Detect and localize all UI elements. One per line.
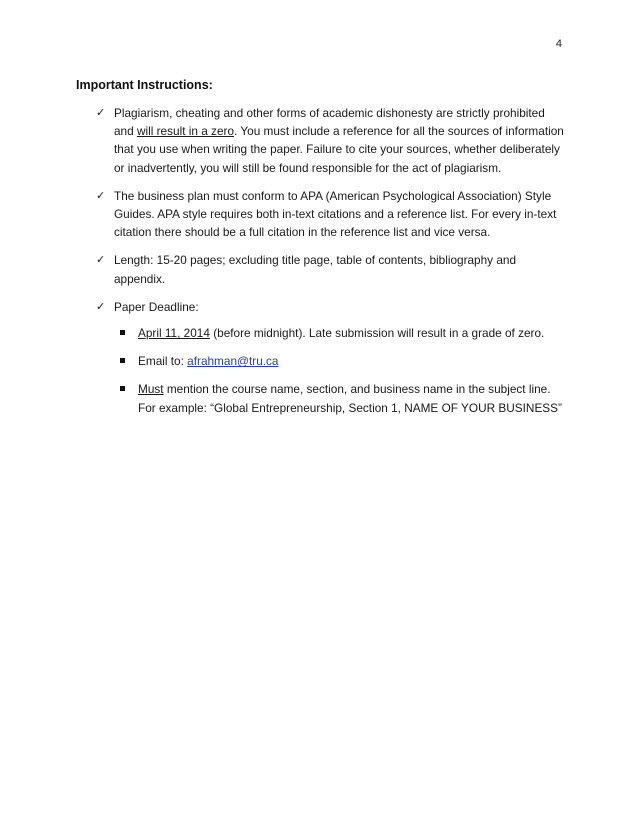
text-run: mention the course name, section, and business name in the subject line. For example: “Global Entrepreneurship, Section 1, NAME OF YOUR BUSINESS” <box>138 382 562 415</box>
text-run: (before midnight). Late submission will result in a grade of zero. <box>209 326 545 341</box>
checkmark-icon: ✓ <box>96 253 106 267</box>
section-heading: Important Instructions: <box>76 78 213 92</box>
square-bullet-icon <box>120 358 125 363</box>
item-text <box>114 300 199 314</box>
detail-text <box>138 326 544 340</box>
text-run: Length: 15-20 pages; excluding title page, table of contents, bibliography and appendix. <box>114 253 517 286</box>
deadline-detail <box>118 380 566 416</box>
instructions-list <box>96 104 566 427</box>
deadline-sublist <box>118 324 566 417</box>
instruction-item-deadline <box>96 298 566 417</box>
checkmark-icon: ✓ <box>96 188 106 202</box>
item-text <box>114 253 516 285</box>
detail-text <box>138 354 279 368</box>
checkmark-icon: ✓ <box>96 299 106 313</box>
text-run: . You must include a reference for all the sources of information that you use when writing the paper. Failure to cite your sources, whether deliberately or inadvertently, you will still be found responsible for the act of plagiarism. <box>114 124 564 175</box>
detail-text <box>138 382 562 414</box>
page-number: 4 <box>555 38 562 50</box>
deadline-detail <box>118 352 566 370</box>
item-text <box>114 189 556 239</box>
underlined-text: April 11, 2014 <box>138 326 210 341</box>
square-bullet-icon <box>120 330 125 335</box>
text-run: The business plan must conform to APA (American Psychological Association) Style Guides. APA style requires both in-text citations and a reference list. For every in-text citation there should be a full citation in the reference list and vice versa. <box>114 188 557 240</box>
deadline-detail <box>118 324 566 342</box>
instruction-item <box>96 104 566 177</box>
instruction-item <box>96 251 566 287</box>
checkmark-icon: ✓ <box>96 106 106 119</box>
instruction-item <box>96 187 566 242</box>
item-text <box>114 106 564 175</box>
text-run: Plagiarism, cheating and other forms of academic dishonesty are strictly prohibited and <box>114 106 545 139</box>
underlined-text: Must <box>138 382 164 397</box>
text-run: Paper Deadline: <box>114 299 199 314</box>
email-link[interactable]: afrahman@tru.ca <box>187 354 279 369</box>
underlined-text: will result in a zero <box>136 124 234 139</box>
square-bullet-icon <box>120 386 125 391</box>
text-run: Email to: <box>138 354 188 369</box>
